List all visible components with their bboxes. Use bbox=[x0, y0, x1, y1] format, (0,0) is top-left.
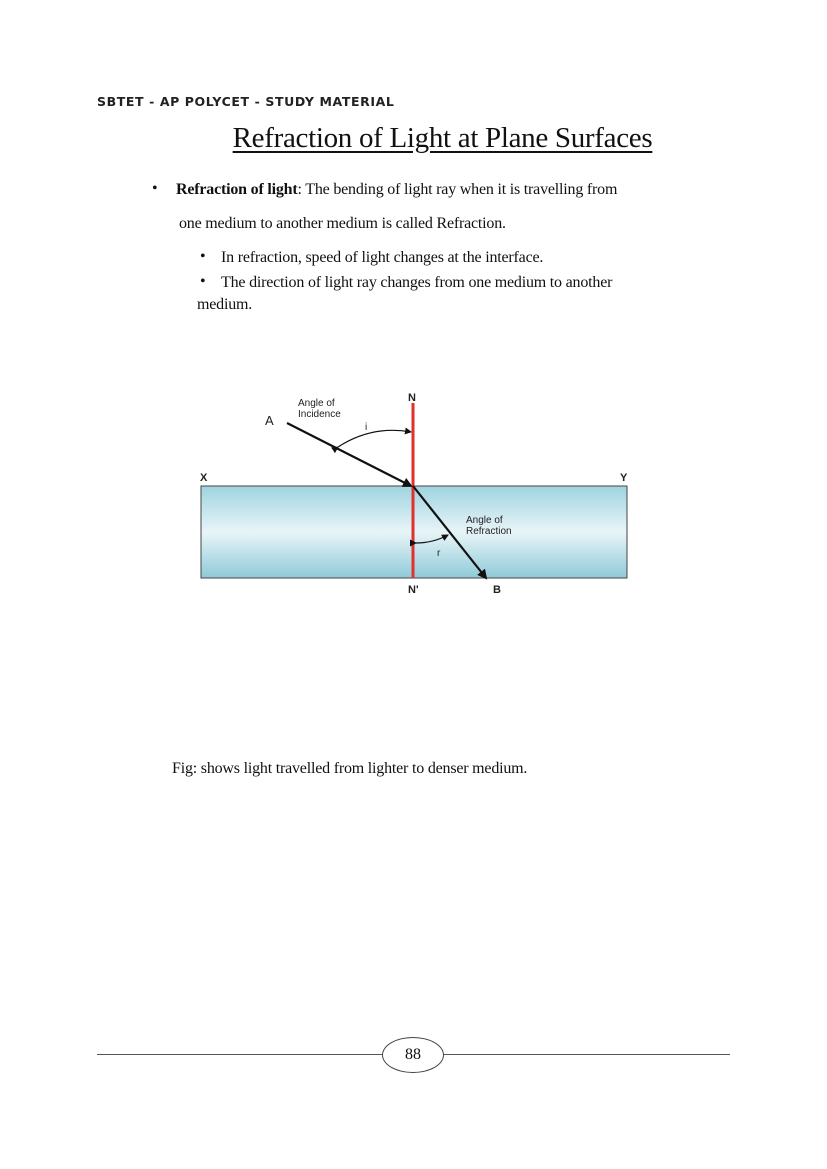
figure-caption: Fig: shows light travelled from lighter to denser medium. bbox=[172, 760, 528, 777]
incident-ray bbox=[287, 423, 411, 486]
sub-point-2-continued: medium. bbox=[197, 296, 253, 313]
definition-text-line2: one medium to another medium is called Refraction. bbox=[179, 215, 506, 232]
label-i: i bbox=[365, 422, 368, 433]
label-angle-of-refraction-1: Angle of bbox=[466, 515, 503, 526]
label-angle-of-refraction-2: Refraction bbox=[466, 526, 512, 537]
label-X: X bbox=[200, 472, 208, 484]
label-Y: Y bbox=[620, 472, 628, 484]
page-title: Refraction of Light at Plane Surfaces bbox=[232, 122, 653, 154]
footer-rule-right bbox=[443, 1054, 730, 1055]
label-B: B bbox=[493, 584, 501, 596]
label-r: r bbox=[437, 548, 441, 559]
page-number: 88 bbox=[382, 1037, 444, 1073]
sub-point-1: In refraction, speed of light changes at the interface. bbox=[221, 249, 544, 266]
bullet-marker: • bbox=[152, 180, 158, 197]
refraction-diagram bbox=[190, 385, 640, 605]
definition-paragraph bbox=[176, 180, 617, 200]
sub-bullet-marker: • bbox=[200, 248, 206, 265]
label-angle-of-incidence-1: Angle of bbox=[298, 398, 335, 409]
definition-text-line1: : The bending of light ray when it is travelling from bbox=[297, 181, 618, 198]
angle-of-incidence-arc bbox=[338, 430, 411, 447]
sub-bullet-marker: • bbox=[200, 273, 206, 290]
document-header: SBTET - AP POLYCET - STUDY MATERIAL bbox=[97, 94, 395, 109]
definition-term: Refraction of light bbox=[176, 181, 298, 198]
footer-rule-left bbox=[97, 1054, 383, 1055]
label-N-prime: N' bbox=[408, 584, 419, 596]
label-angle-of-incidence-2: Incidence bbox=[298, 409, 341, 420]
label-N: N bbox=[408, 392, 416, 404]
sub-point-2: The direction of light ray changes from one medium to another bbox=[221, 274, 613, 291]
label-A: A bbox=[265, 413, 274, 428]
